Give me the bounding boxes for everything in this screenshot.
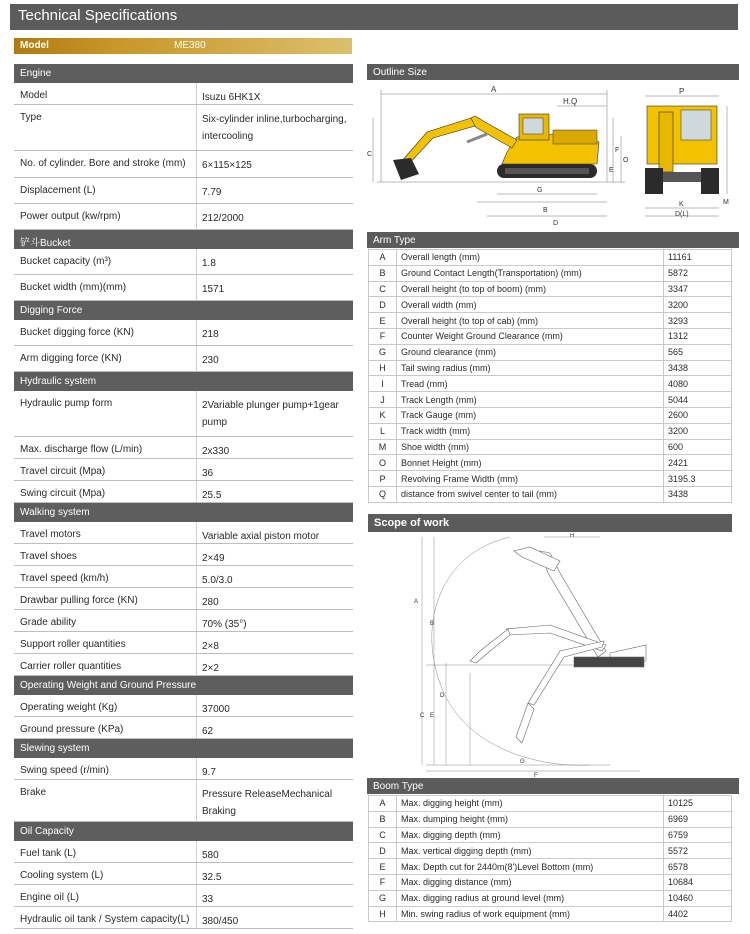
spec-key: Type — [20, 112, 42, 123]
spec-value: 5.0/3.0 — [202, 575, 233, 586]
spec-key: Cooling system (L) — [20, 870, 104, 881]
spec-value: Variable axial piston motor — [202, 531, 320, 542]
section-header: Hydraulic system — [14, 372, 353, 391]
spec-row — [14, 885, 353, 907]
scope-label-a: A — [414, 599, 419, 605]
row-letter: B — [369, 811, 397, 827]
section-header: Operating Weight and Ground Pressure — [14, 676, 353, 695]
row-description: Track width (mm) — [397, 423, 664, 439]
excavator-side-view — [393, 114, 599, 180]
spec-row — [14, 320, 353, 346]
scope-label-d: D — [440, 693, 445, 699]
table-row — [369, 439, 732, 455]
row-letter: H — [369, 360, 397, 376]
row-description: Counter Weight Ground Clearance (mm) — [397, 328, 664, 344]
row-value: 5044 — [664, 392, 732, 408]
table-row — [369, 265, 732, 281]
scope-of-work-header: Scope of work — [368, 514, 732, 532]
spec-key: Displacement (L) — [20, 185, 96, 196]
row-description: Bonnet Height (mm) — [397, 455, 664, 471]
table-row — [369, 281, 732, 297]
outline-diagram — [367, 82, 739, 230]
table-row — [369, 471, 732, 487]
row-description: Overall width (mm) — [397, 297, 664, 313]
spec-value: 2Variable plunger pump+1gear pump — [202, 400, 339, 428]
table-row — [369, 859, 732, 875]
spec-row — [14, 654, 353, 676]
excavator-front-view — [645, 106, 719, 194]
table-row — [369, 250, 732, 266]
row-letter: A — [369, 796, 397, 812]
row-value: 2421 — [664, 455, 732, 471]
spec-value: 70% (35°) — [202, 619, 247, 630]
excavator-reach-poses — [470, 547, 646, 743]
spec-value: 2×8 — [202, 641, 219, 652]
section-header: Engine — [14, 64, 353, 83]
section-header: Oil Capacity — [14, 822, 353, 841]
row-letter: M — [369, 439, 397, 455]
spec-key: Travel circuit (Mpa) — [20, 466, 106, 477]
row-description: Overall height (to top of cab) (mm) — [397, 313, 664, 329]
row-value: 3438 — [664, 486, 732, 502]
row-letter: Q — [369, 486, 397, 502]
spec-key: Bucket digging force (KN) — [20, 327, 134, 338]
spec-row — [14, 481, 353, 503]
row-letter: O — [369, 455, 397, 471]
table-row — [369, 796, 732, 812]
row-description: Min. swing radius of work equipment (mm) — [397, 906, 664, 922]
spec-value: 7.79 — [202, 187, 222, 198]
row-letter: L — [369, 423, 397, 439]
spec-row — [14, 151, 353, 178]
row-description: Max. Depth cut for 2440m(8')Level Bottom (mm) — [397, 859, 664, 875]
table-row — [369, 344, 732, 360]
row-description: Overall height (to top of boom) (mm) — [397, 281, 664, 297]
label-f: F — [615, 147, 620, 154]
spec-value: 2x330 — [202, 446, 230, 457]
section-header: Slewing system — [14, 739, 353, 758]
spec-value: 230 — [202, 355, 219, 366]
label-e: E — [609, 167, 614, 174]
row-value: 1312 — [664, 328, 732, 344]
spec-value: 25.5 — [202, 490, 222, 501]
row-value: 6969 — [664, 811, 732, 827]
row-value: 10684 — [664, 874, 732, 890]
row-description: Max. digging radius at ground level (mm) — [397, 890, 664, 906]
spec-key: Carrier roller quantities — [20, 661, 122, 672]
model-value: ME380 — [174, 40, 206, 51]
table-row — [369, 906, 732, 922]
row-value: 4402 — [664, 906, 732, 922]
spec-key: Engine oil (L) — [20, 892, 79, 903]
spec-key: Drawbar pulling force (KN) — [20, 595, 138, 606]
spec-key: Travel shoes — [20, 551, 77, 562]
table-row — [369, 811, 732, 827]
row-value: 565 — [664, 344, 732, 360]
table-row — [369, 297, 732, 313]
spec-row — [14, 610, 353, 632]
boom-type-header: Boom Type — [367, 778, 739, 794]
spec-row — [14, 780, 353, 822]
row-letter: J — [369, 392, 397, 408]
spec-key: Bucket capacity (m³) — [20, 256, 112, 267]
spec-key: Swing speed (r/min) — [20, 765, 109, 776]
spec-row — [14, 459, 353, 481]
table-row — [369, 376, 732, 392]
row-description: Max. digging distance (mm) — [397, 874, 664, 890]
model-bar — [14, 38, 352, 54]
row-letter: H — [369, 906, 397, 922]
row-description: Track Length (mm) — [397, 392, 664, 408]
spec-value: 6×115×125 — [202, 160, 252, 171]
scope-diagram — [410, 533, 730, 778]
spec-value: 33 — [202, 894, 214, 905]
label-l: D(L) — [675, 211, 689, 218]
row-value: 3438 — [664, 360, 732, 376]
boom-type-table — [368, 795, 732, 922]
row-description: Tail swing radius (mm) — [397, 360, 664, 376]
spec-key: Grade ability — [20, 617, 77, 628]
spec-row — [14, 695, 353, 717]
table-row — [369, 392, 732, 408]
row-value: 3195.3 — [664, 471, 732, 487]
spec-value: Pressure ReleaseMechanical Braking — [202, 789, 333, 817]
spec-value: Isuzu 6HK1X — [202, 92, 261, 103]
spec-value: 1.8 — [202, 258, 216, 269]
spec-key: Hydraulic oil tank / System capacity(L) — [20, 914, 190, 925]
spec-value: 32.5 — [202, 872, 222, 883]
row-value: 3200 — [664, 297, 732, 313]
row-letter: D — [369, 843, 397, 859]
row-description: Shoe width (mm) — [397, 439, 664, 455]
section-header: Walking system — [14, 503, 353, 522]
label-m: M — [723, 199, 729, 206]
spec-key: Max. discharge flow (L/min) — [20, 444, 143, 455]
spec-key: Hydraulic pump form — [20, 398, 113, 409]
spec-value: 2×49 — [202, 553, 225, 564]
row-letter: I — [369, 376, 397, 392]
label-c: C — [367, 151, 373, 158]
row-letter: F — [369, 328, 397, 344]
spec-row — [14, 83, 353, 105]
spec-value: 9.7 — [202, 767, 216, 778]
row-description: Ground clearance (mm) — [397, 344, 664, 360]
arm-type-header: Arm Type — [367, 232, 739, 248]
spec-row — [14, 346, 353, 372]
spec-row — [14, 178, 353, 204]
table-row — [369, 843, 732, 859]
row-description: Max. digging depth (mm) — [397, 827, 664, 843]
spec-row — [14, 566, 353, 588]
scope-label-b: B — [430, 621, 435, 627]
spec-row — [14, 907, 353, 929]
spec-value: 280 — [202, 597, 219, 608]
row-letter: C — [369, 827, 397, 843]
label-o: O — [623, 157, 629, 164]
scope-label-f: F — [534, 773, 538, 778]
row-value: 3293 — [664, 313, 732, 329]
spec-row — [14, 841, 353, 863]
row-letter: K — [369, 407, 397, 423]
row-letter: P — [369, 471, 397, 487]
row-value: 11161 — [664, 250, 732, 266]
label-b: B — [543, 207, 548, 214]
spec-key: Support roller quantities — [20, 639, 126, 650]
row-value: 5572 — [664, 843, 732, 859]
row-letter: E — [369, 859, 397, 875]
spec-key: Operating weight (Kg) — [20, 702, 118, 713]
spec-value: 1571 — [202, 284, 225, 295]
row-value: 10460 — [664, 890, 732, 906]
spec-row — [14, 863, 353, 885]
row-description: Max. vertical digging depth (mm) — [397, 843, 664, 859]
row-value: 10125 — [664, 796, 732, 812]
spec-key: Travel motors — [20, 529, 81, 540]
spec-value: 62 — [202, 726, 214, 737]
row-letter: D — [369, 297, 397, 313]
spec-key: Swing circuit (Mpa) — [20, 488, 106, 499]
table-row — [369, 328, 732, 344]
spec-value: Six-cylinder inline,turbocharging, intercooling — [202, 114, 347, 142]
spec-value: 580 — [202, 850, 219, 861]
spec-value: 37000 — [202, 704, 230, 715]
model-label: Model — [20, 40, 49, 51]
row-value: 6759 — [664, 827, 732, 843]
scope-label-e: E — [430, 713, 435, 719]
spec-value: 36 — [202, 468, 214, 479]
row-letter: B — [369, 265, 397, 281]
spec-value: 2×2 — [202, 663, 219, 674]
spec-row — [14, 758, 353, 780]
spec-row — [14, 391, 353, 437]
spec-value: 212/2000 — [202, 213, 244, 224]
scope-label-g: G — [520, 759, 525, 765]
spec-row — [14, 437, 353, 459]
table-row — [369, 827, 732, 843]
scope-label-c: C — [420, 713, 425, 719]
spec-row — [14, 105, 353, 151]
spec-key: Model — [20, 90, 48, 101]
row-letter: G — [369, 890, 397, 906]
label-hq: H.Q — [563, 97, 578, 106]
section-header: 铲斗Bucket — [14, 230, 353, 249]
table-row — [369, 455, 732, 471]
spec-value: 218 — [202, 329, 219, 340]
row-letter: E — [369, 313, 397, 329]
row-letter: A — [369, 250, 397, 266]
row-description: Max. dumping height (mm) — [397, 811, 664, 827]
label-k: K — [679, 201, 684, 208]
spec-row — [14, 522, 353, 544]
label-a: A — [491, 85, 497, 94]
arm-type-table — [368, 249, 732, 503]
table-row — [369, 423, 732, 439]
spec-key: Power output (kw/rpm) — [20, 211, 121, 222]
row-description: Overall length (mm) — [397, 250, 664, 266]
table-row — [369, 874, 732, 890]
outline-size-header: Outline Size — [367, 64, 739, 80]
row-value: 6578 — [664, 859, 732, 875]
section-header: Digging Force — [14, 301, 353, 320]
row-letter: F — [369, 874, 397, 890]
spec-table — [14, 64, 353, 929]
row-description: Track Gauge (mm) — [397, 407, 664, 423]
row-value: 2600 — [664, 407, 732, 423]
row-description: Max. digging height (mm) — [397, 796, 664, 812]
spec-key: No. of cylinder. Bore and stroke (mm) — [20, 158, 186, 169]
table-row — [369, 360, 732, 376]
page-title: Technical Specifications — [10, 4, 738, 30]
spec-row — [14, 275, 353, 301]
row-description: Revolving Frame Width (mm) — [397, 471, 664, 487]
row-letter: G — [369, 344, 397, 360]
spec-key: Bucket width (mm)(mm) — [20, 282, 127, 293]
row-value: 4080 — [664, 376, 732, 392]
spec-row — [14, 544, 353, 566]
row-description: Ground Contact Length(Transportation) (mm) — [397, 265, 664, 281]
scope-label-h: H — [570, 533, 575, 539]
label-p: P — [679, 87, 685, 96]
table-row — [369, 313, 732, 329]
row-value: 5872 — [664, 265, 732, 281]
row-value: 600 — [664, 439, 732, 455]
row-letter: C — [369, 281, 397, 297]
row-description: distance from swivel center to tail (mm) — [397, 486, 664, 502]
spec-key: Travel speed (km/h) — [20, 573, 109, 584]
spec-value: 380/450 — [202, 916, 239, 927]
spec-row — [14, 717, 353, 739]
spec-key: Arm digging force (KN) — [20, 353, 122, 364]
spec-row — [14, 588, 353, 610]
table-row — [369, 890, 732, 906]
row-value: 3200 — [664, 423, 732, 439]
spec-key: Ground pressure (KPa) — [20, 724, 124, 735]
label-d: D — [553, 220, 559, 227]
spec-key: Fuel tank (L) — [20, 848, 77, 859]
table-row — [369, 407, 732, 423]
row-description: Tread (mm) — [397, 376, 664, 392]
spec-key: Brake — [20, 787, 47, 798]
label-g: G — [537, 187, 543, 194]
spec-row — [14, 249, 353, 275]
spec-row — [14, 632, 353, 654]
table-row — [369, 486, 732, 502]
spec-row — [14, 204, 353, 230]
row-value: 3347 — [664, 281, 732, 297]
